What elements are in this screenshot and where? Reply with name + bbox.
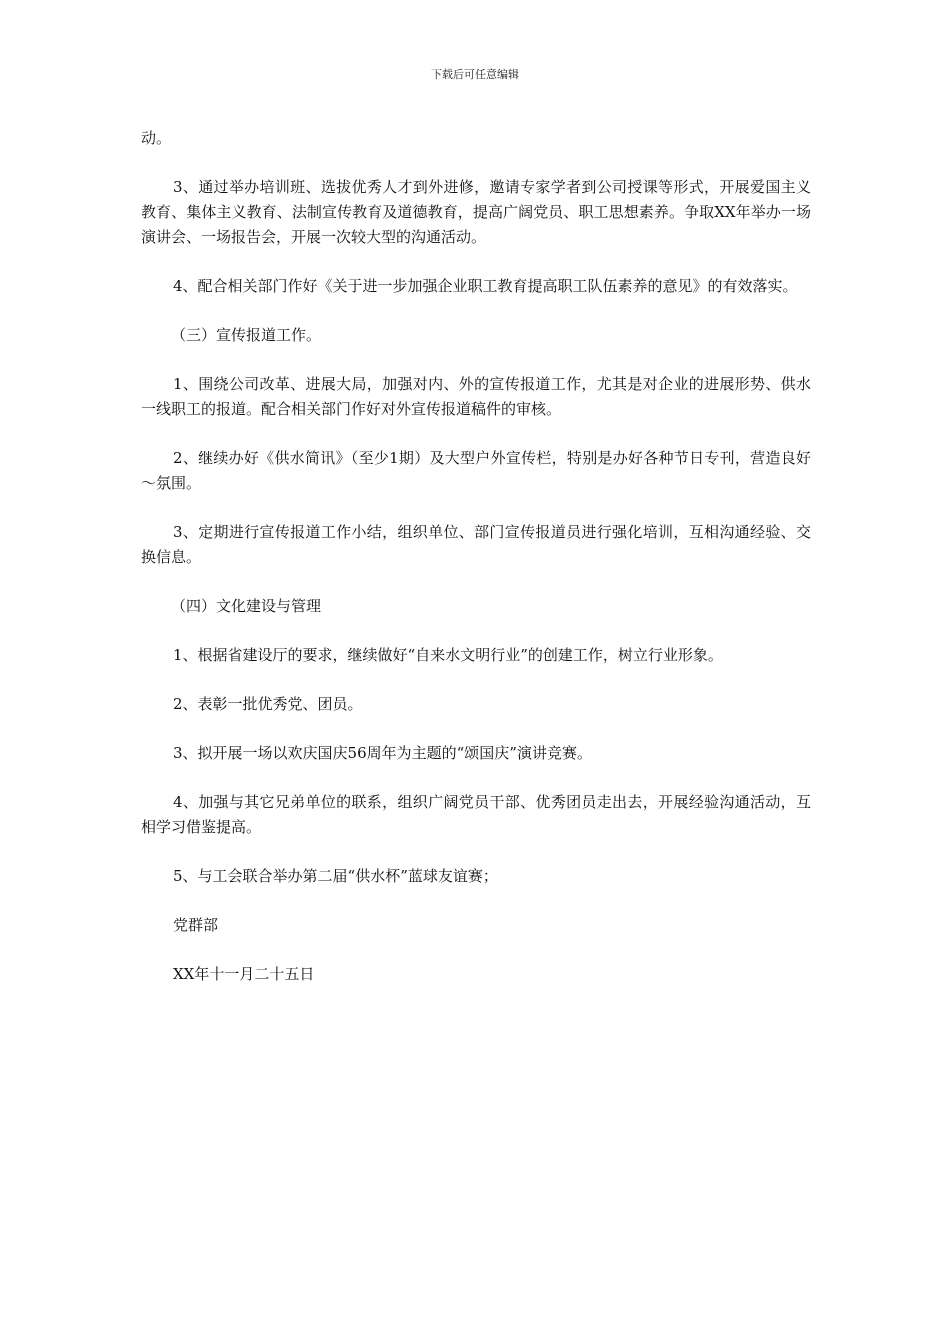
paragraph-culture-item-2: 2、表彰一批优秀党、团员。 <box>173 695 363 713</box>
paragraph-culture-item-4: 4、加强与其它兄弟单位的联系，组织广阔党员干部、优秀团员走出去，开展经验沟通活动，互相学习借鉴提高。 <box>141 793 811 836</box>
paragraph-culture-item-3: 3、拟开展一场以欢庆国庆56周年为主题的“颂国庆”演讲竞赛。 <box>173 744 592 762</box>
section-heading-publicity: （三）宣传报道工作。 <box>171 326 322 344</box>
paragraph-culture-item-5: 5、与工会联合举办第二届“供水杯”蓝球友谊赛； <box>173 867 498 885</box>
signature-department: 党群部 <box>173 916 219 934</box>
paragraph-publicity-item-2: 2、继续办好《供水简讯》（至少1期）及大型户外宣传栏，特别是办好各种节日专刊，营造良好～氛围。 <box>141 449 811 492</box>
signature-date: XX年十一月二十五日 <box>173 965 315 983</box>
section-heading-culture: （四）文化建设与管理 <box>171 597 322 615</box>
page-header-note: 下载后可任意编辑 <box>431 68 519 81</box>
paragraph-publicity-item-1: 1、围绕公司改革、进展大局，加强对内、外的宣传报道工作，尤其是对企业的进展形势、供水一线职工的报道。配合相关部门作好对外宣传报道稿件的审核。 <box>141 375 811 418</box>
paragraph-continuation: 动。 <box>141 129 172 147</box>
paragraph-item-3-training: 3、通过举办培训班、选拔优秀人才到外进修，邀请专家学者到公司授课等形式，开展爱国主义教育、集体主义教育、法制宣传教育及道德教育，提高广阔党员、职工思想素养。争取XX年举办一场演讲会、一场报告会，开展一次较大型的沟通活动。 <box>141 178 811 246</box>
paragraph-publicity-item-3: 3、定期进行宣传报道工作小结，组织单位、部门宣传报道员进行强化培训，互相沟通经验、交换信息。 <box>141 523 811 566</box>
paragraph-item-4-implementation: 4、配合相关部门作好《关于进一步加强企业职工教育提高职工队伍素养的意见》的有效落实。 <box>173 277 798 295</box>
document-body <box>141 126 811 1011</box>
paragraph-culture-item-1: 1、根据省建设厅的要求，继续做好“自来水文明行业”的创建工作，树立行业形象。 <box>173 646 723 664</box>
